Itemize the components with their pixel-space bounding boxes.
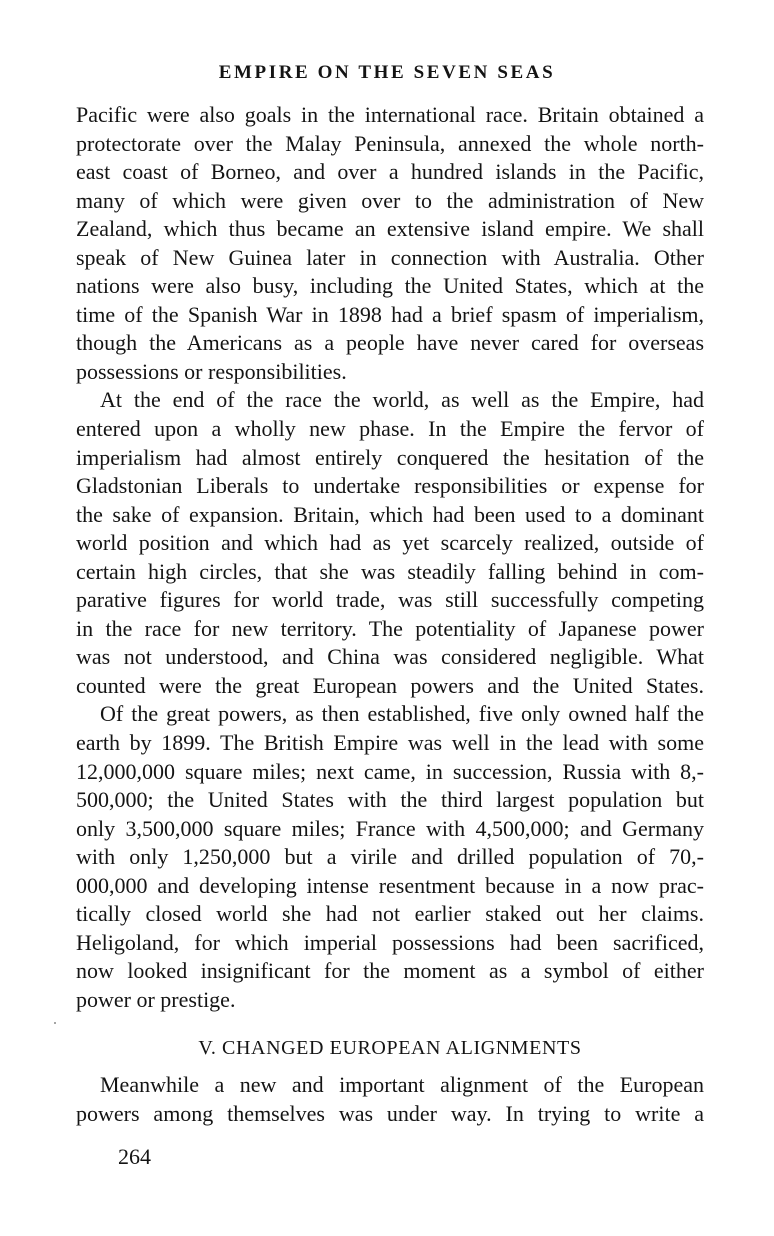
text-line: with only 1,250,000 but a virile and drilled population of 70,- xyxy=(76,844,704,870)
text-line: earth by 1899. The British Empire was well in the lead with some xyxy=(76,730,704,756)
text-line: Heligoland, for which imperial possessions had been sacrificed, xyxy=(76,929,704,955)
text-line: Gladstonian Liberals to undertake responsibilities or expense for xyxy=(76,473,704,499)
text-line: powers among themselves was under way. In trying to write a xyxy=(76,1100,704,1126)
text-line: Pacific were also goals in the international race. Britain obtained a xyxy=(76,102,704,127)
text-line: parative figures for world trade, was still successfully competing xyxy=(76,587,704,613)
text-line: was not understood, and China was considered negligible. What xyxy=(76,644,704,670)
text-line: imperialism had almost entirely conquered the hesitation of the xyxy=(76,444,704,470)
text-line: power or prestige. xyxy=(76,986,236,1012)
text-line: certain high circles, that she was steadily falling behind in com- xyxy=(76,558,704,584)
text-line: protectorate over the Malay Peninsula, annexed the whole north- xyxy=(76,130,704,156)
body-text xyxy=(76,101,704,1128)
text-line: possessions or responsibilities. xyxy=(76,358,347,384)
text-line: At the end of the race the world, as well as the Empire, had xyxy=(100,387,704,413)
text-line: Of the great powers, as then established, five only owned half the xyxy=(100,701,704,727)
text-line: Meanwhile a new and important alignment of the European xyxy=(100,1072,704,1098)
text-line: 000,000 and developing intense resentment because in a now prac- xyxy=(76,872,704,898)
text-line: Zealand, which thus became an extensive island empire. We shall xyxy=(76,216,704,242)
text-line: counted were the great European powers and the United States. xyxy=(76,672,704,698)
text-line: time of the Spanish War in 1898 had a brief spasm of imperialism, xyxy=(76,301,704,327)
text-line: tically closed world she had not earlier staked out her claims. xyxy=(76,901,704,927)
text-line: entered upon a wholly new phase. In the Empire the fervor of xyxy=(76,416,704,442)
text-line: though the Americans as a people have never cared for overseas xyxy=(76,330,704,356)
text-line: nations were also busy, including the United States, which at the xyxy=(76,273,704,299)
paragraph-4 xyxy=(76,1071,704,1128)
text-line: world position and which had as yet scarcely realized, outside of xyxy=(76,530,704,556)
text-line: only 3,500,000 square miles; France with 4,500,000; and Germany xyxy=(76,815,704,841)
text-line: 500,000; the United States with the third largest population but xyxy=(76,787,704,813)
paragraph-3 xyxy=(76,700,704,1014)
text-line: many of which were given over to the administration of New xyxy=(76,187,704,213)
section-heading: V. CHANGED EUROPEAN ALIGNMENTS xyxy=(198,1036,582,1059)
page-number: 264 xyxy=(118,1144,151,1169)
text-line: speak of New Guinea later in connection with Australia. Other xyxy=(76,244,704,270)
paragraph-1 xyxy=(76,101,704,386)
text-line: 12,000,000 square miles; next came, in succession, Russia with 8,- xyxy=(76,758,704,784)
text-line: in the race for new territory. The potentiality of Japanese power xyxy=(76,615,704,641)
text-line: now looked insignificant for the moment as a symbol of either xyxy=(76,958,704,984)
paragraph-2 xyxy=(76,386,704,700)
text-line: the sake of expansion. Britain, which had been used to a dominant xyxy=(76,501,704,527)
running-head: EMPIRE ON THE SEVEN SEAS xyxy=(218,62,556,83)
margin-speck xyxy=(54,1022,56,1024)
text-line: east coast of Borneo, and over a hundred islands in the Pacific, xyxy=(76,159,704,185)
